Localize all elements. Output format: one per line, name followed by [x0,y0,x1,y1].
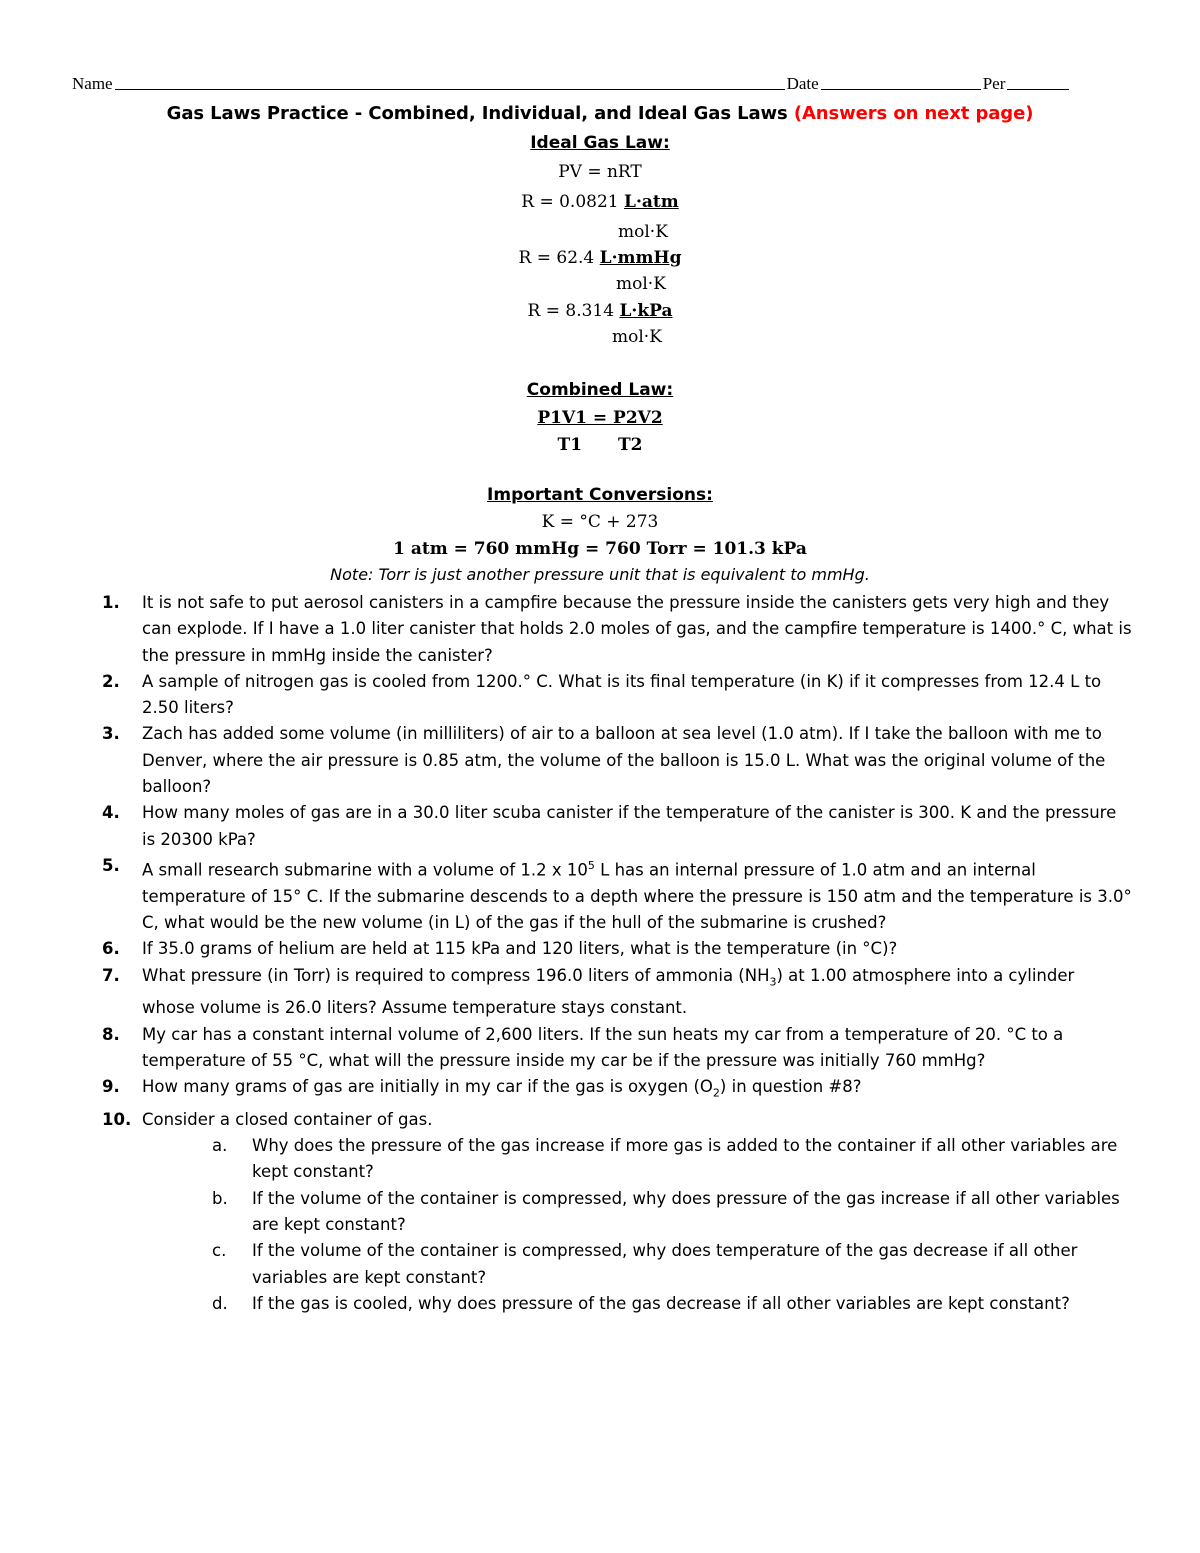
name-field[interactable] [115,88,785,90]
date-label: Date [786,74,819,93]
r1-denominator: mol·K [618,222,668,242]
r1-prefix: R = 0.0821 [521,192,624,212]
question-4: 4. How many moles of gas are in a 30.0 liter scuba canister if the temperature of the canister is 300. K and the pressure is 20300 kPa? [102,803,1117,849]
combined-denominator: T1 T2 [557,435,643,455]
torr-note: Note: Torr is just another pressure unit that is equivalent to mmHg. [330,565,870,584]
question-3: 3. Zach has added some volume (in milliliters) of air to a balloon at sea level (1.0 atm). If I take the balloon with me to Denver, where the air pressure is 0.85 atm, the volume of the balloon is 15.0 L. What was the original volume of the balloon? [102,724,1106,797]
r-constant-mmhg [0,248,1200,268]
question-9: 9. How many grams of gas are initially in my car if the gas is oxygen $(O_2)$ in question #8? [102,1077,862,1100]
question-5: 5. A small research submarine with a volume of 1.2 x $10^5$ L has an internal pressure of 1.0 atm and an internal temperature of 15° C. If the submarine descends to a depth where the pressure is 150 atm and the temperature is 3.0° C, what would be the new volume (in L) of the gas if the hull of the submarine is crushed? [102,855,1132,933]
question-list [102,590,1132,1317]
ideal-gas-heading: Ideal Gas Law: [530,133,670,153]
title-answers-note: (Answers on next page) [793,103,1034,124]
subquestion-list [142,1133,1132,1317]
combined-law-equation [0,408,1200,428]
ideal-gas-equation: PV = nRT [558,162,642,182]
kelvin-conversion: K = °C + 273 [541,512,659,532]
page-title [0,103,1200,124]
question-1: 1. It is not safe to put aerosol canisters in a campfire because the pressure inside the canisters gets very high and they can explode. If I have a 1.0 liter canister that holds 2.0 moles of gas, and the campfire temperature is 1400.° C, what is the pressure in mmHg inside the canister? [102,593,1132,665]
r3-numerator: L·kPa [619,301,673,321]
r2-numerator: L·mmHg [599,248,682,268]
question-6: 6. If 35.0 grams of helium are held at 115 kPa and 120 liters, what is the temperature (in °C)? [102,939,898,959]
question-7: 7. What pressure (in Torr) is required to compress 196.0 liters of ammonia $(NH_3)$ at 1.00 atmosphere into a cylinder whose volume is 26.0 liters? Assume temperature stays constant. [102,965,1075,1018]
date-field[interactable] [821,88,981,90]
subquestion-c: c. If the volume of the container is compressed, why does temperature of the gas decrease if all other variables are kept constant? [212,1241,1078,1287]
name-label: Name [72,74,113,93]
r-constant-atm [0,192,1200,212]
r2-denominator: mol·K [616,274,666,294]
title-main: Gas Laws Practice - Combined, Individual, and Ideal Gas Laws [166,103,794,124]
pressure-conversion: 1 atm = 760 mmHg = 760 Torr = 101.3 kPa [393,539,807,559]
question-10: 10. Consider a closed container of gas. a. Why does the pressure of the gas increase if more gas is added to the container if all other variables are kept constant? b. If the volume of the container is compressed, why does pressure of the gas increase if all other variables are kept constant? c. If the volume of the container is compressed, why does temperature of the gas decrease if all other variables are kept constant? d. If the gas is cooled, why does pressure of the gas decrease if all other variables are kept constant? [102,1107,1132,1317]
r2-prefix: R = 62.4 [518,248,600,268]
question-8: 8. My car has a constant internal volume of 2,600 liters. If the sun heats my car from a temperature of 20. °C to a temperature of 55 °C, what will the pressure inside my car be if the pressure was initially 760 mmHg? [102,1024,1064,1070]
r3-prefix: R = 8.314 [527,301,620,321]
subquestion-b: b. If the volume of the container is compressed, why does pressure of the gas increase if all other variables are kept constant? [212,1188,1120,1234]
header-line [72,74,1128,94]
subquestion-d: d. If the gas is cooled, why does pressure of the gas decrease if all other variables are kept constant? [212,1293,1070,1313]
r1-numerator: L·atm [624,192,679,212]
conversions-heading: Important Conversions: [487,485,713,505]
per-field[interactable] [1007,88,1069,90]
per-label: Per [982,74,1006,93]
combined-numerator: P1V1 = P2V2 [537,408,663,428]
question-2: 2. A sample of nitrogen gas is cooled from 1200.° C. What is its final temperature (in K) if it compresses from 12.4 L to 2.50 liters? [102,671,1102,718]
subquestion-a: a. Why does the pressure of the gas increase if more gas is added to the container if all other variables are kept constant? [212,1136,1118,1182]
r-constant-kpa [0,301,1200,321]
combined-law-heading: Combined Law: [526,380,674,400]
r3-denominator: mol·K [612,327,662,347]
